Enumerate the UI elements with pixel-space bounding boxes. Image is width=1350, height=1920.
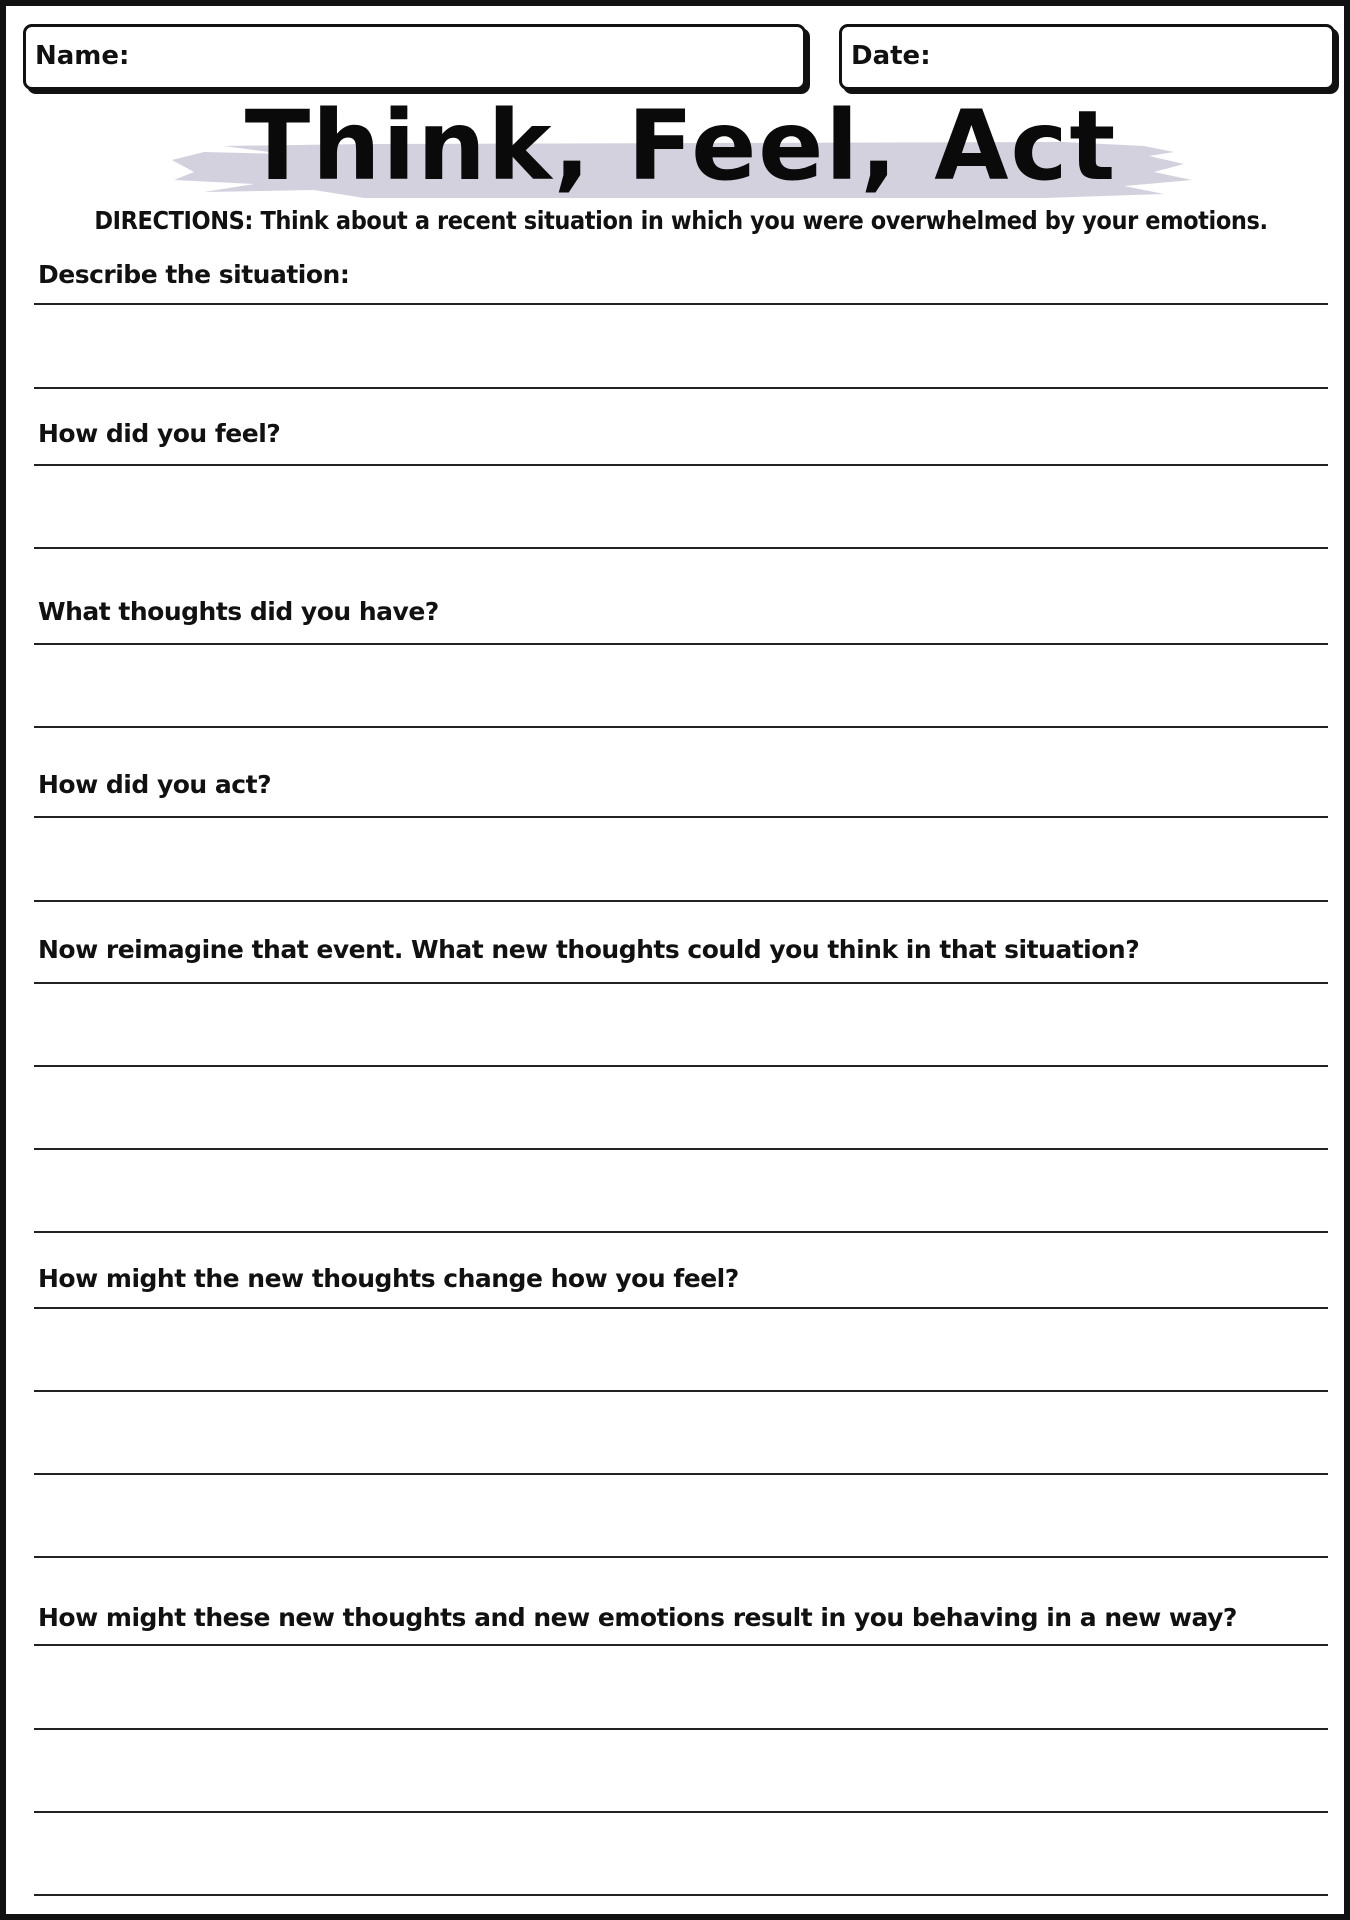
answer-line[interactable] (34, 303, 1328, 305)
date-label: Date: (851, 41, 931, 71)
name-field[interactable] (23, 24, 806, 90)
answer-line[interactable] (34, 643, 1328, 645)
answer-line[interactable] (34, 387, 1328, 389)
answer-line[interactable] (34, 464, 1328, 466)
answer-line[interactable] (34, 547, 1328, 549)
question-new-behavior: How might these new thoughts and new emotions result in you behaving in a new way? (38, 1603, 1237, 1632)
answer-line[interactable] (34, 816, 1328, 818)
answer-line[interactable] (34, 1473, 1328, 1475)
directions-text: DIRECTIONS: Think about a recent situation in which you were overwhelmed by your emotions. (94, 206, 1268, 235)
answer-line[interactable] (34, 1148, 1328, 1150)
answer-line[interactable] (34, 982, 1328, 984)
answer-line[interactable] (34, 726, 1328, 728)
title-banner (164, 90, 1198, 206)
answer-line[interactable] (34, 1307, 1328, 1309)
question-thoughts: What thoughts did you have? (38, 597, 439, 626)
question-how-feel: How did you feel? (38, 419, 281, 448)
answer-line[interactable] (34, 1065, 1328, 1067)
question-reimagine: Now reimagine that event. What new thoughts could you think in that situation? (38, 935, 1140, 964)
name-label: Name: (35, 41, 130, 71)
question-describe-situation: Describe the situation: (38, 260, 350, 289)
date-field[interactable] (839, 24, 1335, 90)
answer-line[interactable] (34, 1894, 1328, 1896)
answer-line[interactable] (34, 1728, 1328, 1730)
answer-line[interactable] (34, 1390, 1328, 1392)
question-how-act: How did you act? (38, 770, 272, 799)
answer-line[interactable] (34, 1811, 1328, 1813)
question-change-feel: How might the new thoughts change how you feel? (38, 1264, 739, 1293)
answer-line[interactable] (34, 1231, 1328, 1233)
answer-line[interactable] (34, 1556, 1328, 1558)
answer-line[interactable] (34, 900, 1328, 902)
answer-line[interactable] (34, 1644, 1328, 1646)
page-title: Think, Feel, Act (244, 90, 1118, 202)
